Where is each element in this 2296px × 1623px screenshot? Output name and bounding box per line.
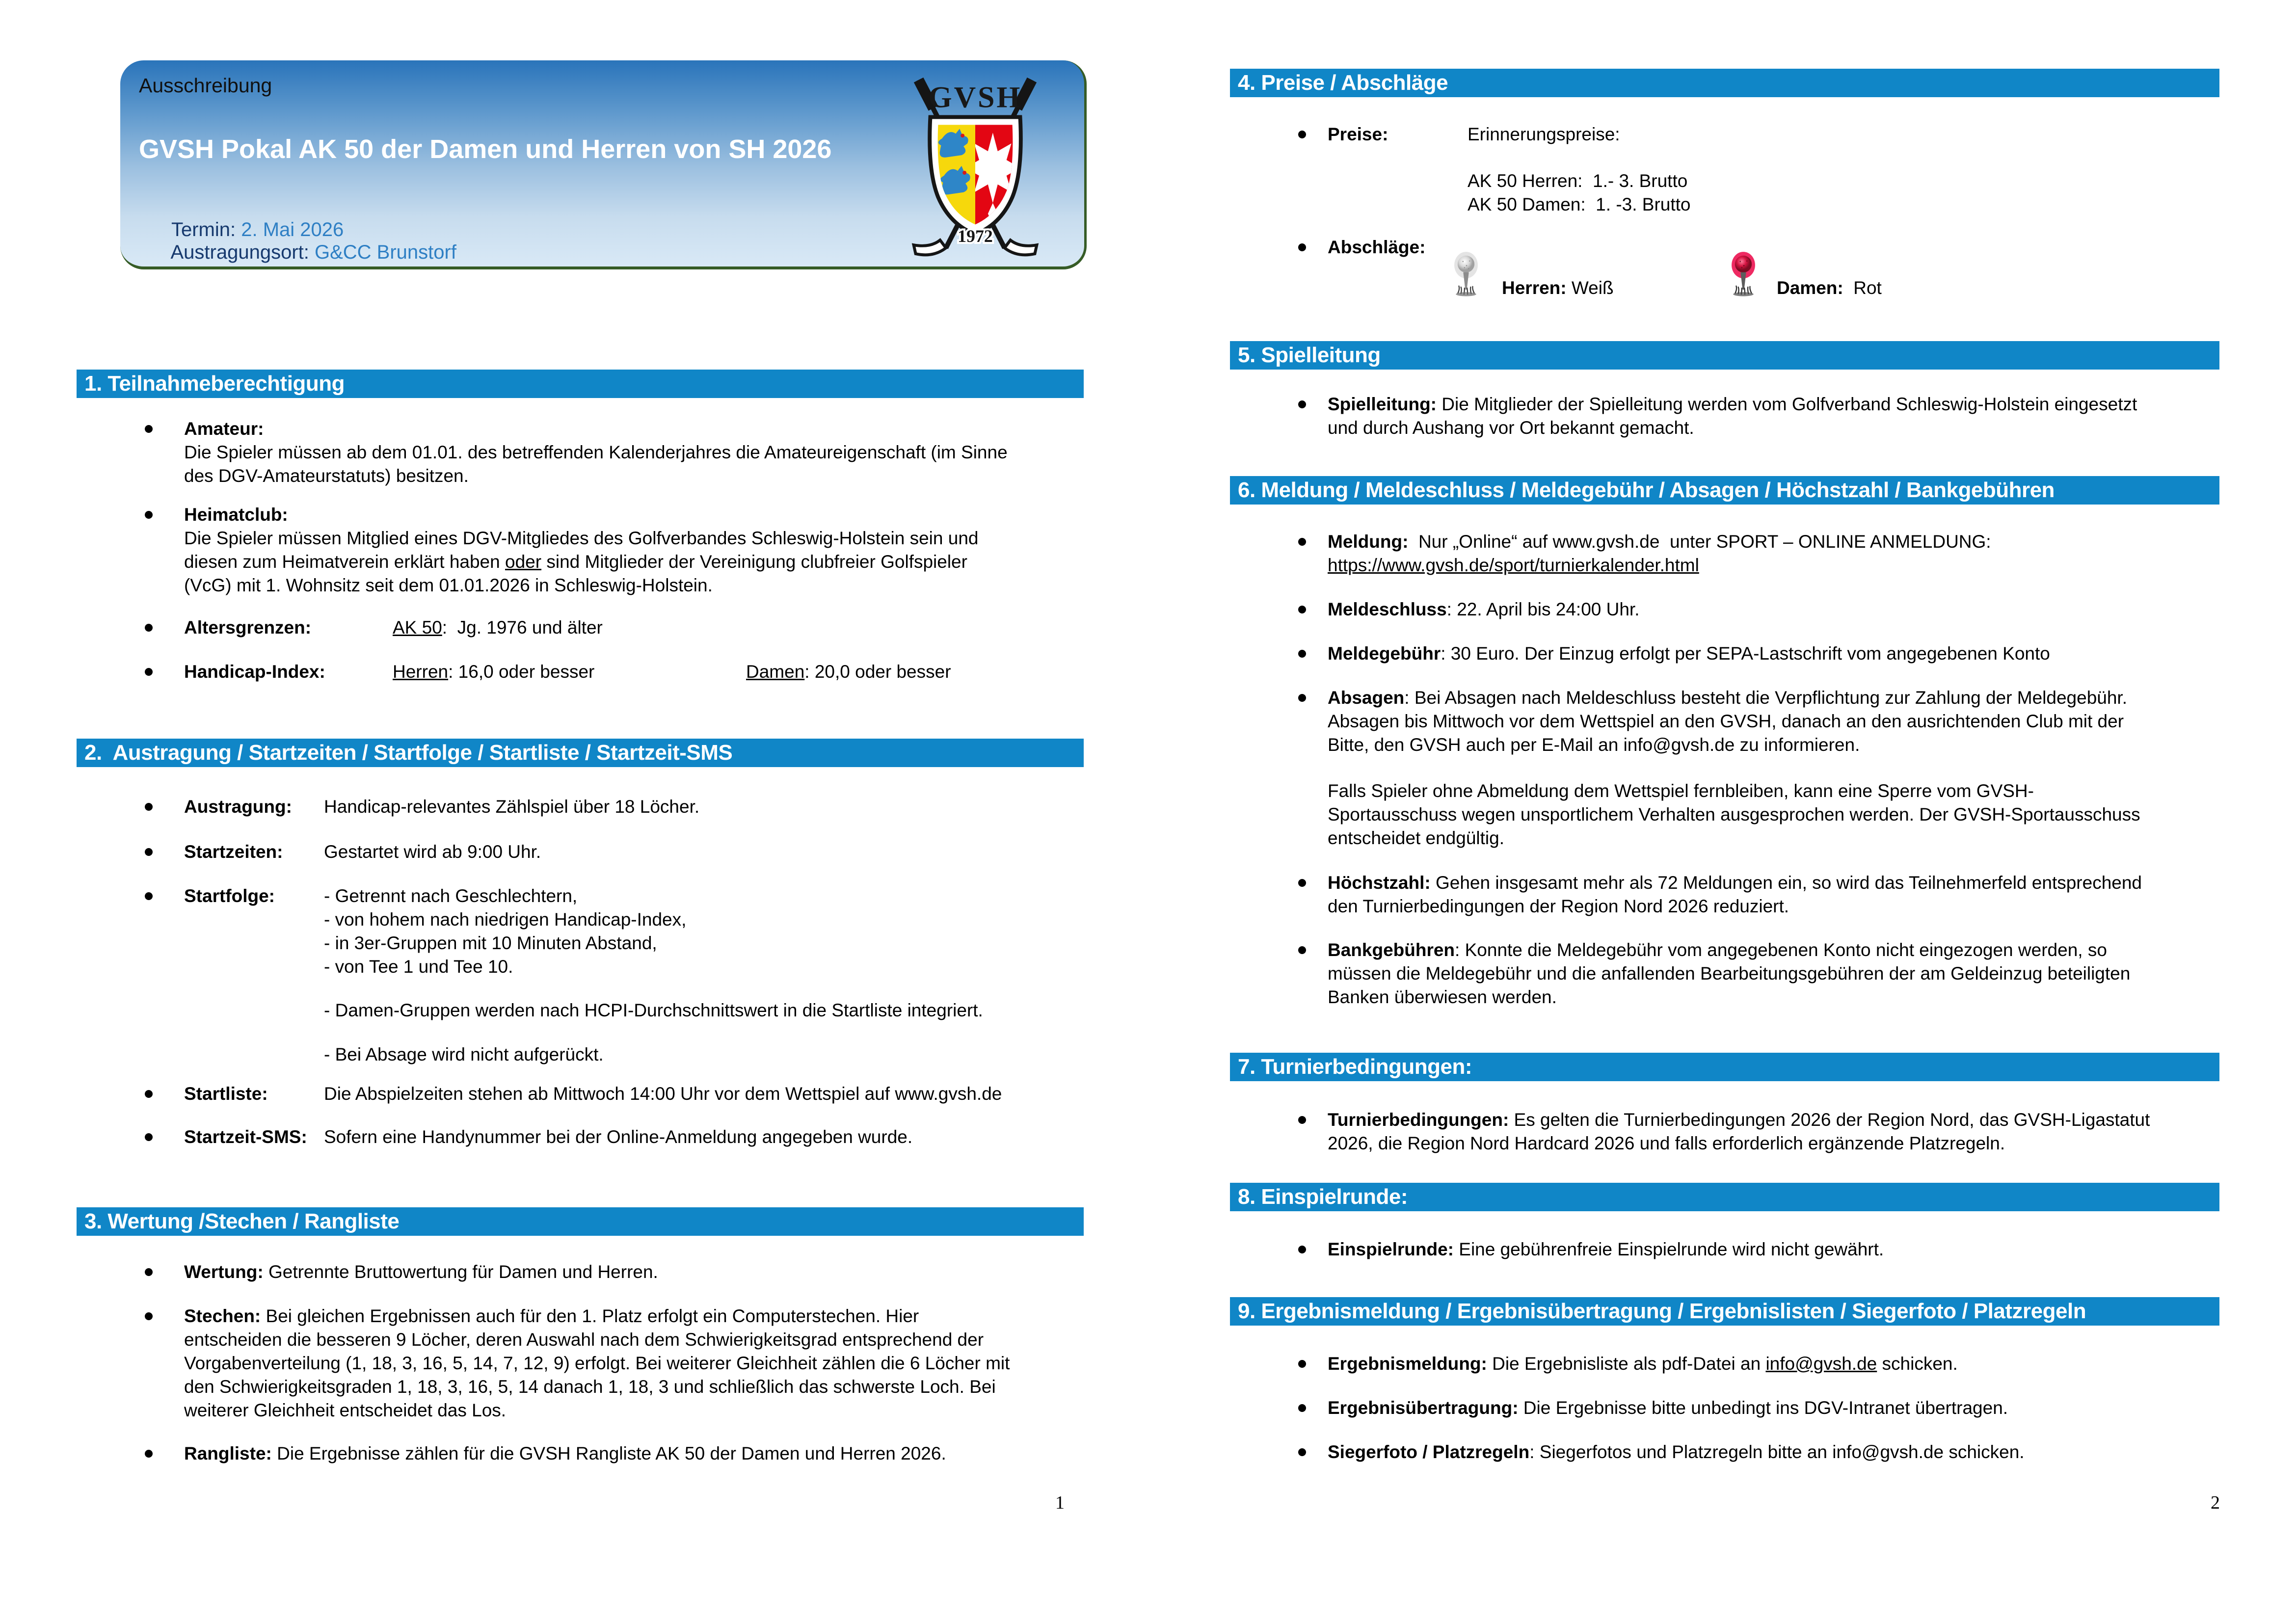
text-segment: Eine gebührenfreie Einspielrunde wird nicht gewährt.: [1453, 1239, 1884, 1259]
meldeschluss-label: Meldeschluss: [1328, 599, 1447, 619]
bullet-startfolge: [145, 884, 1148, 1066]
bullet-dot: [1298, 131, 1306, 138]
paragraph-line: - von hohem nach niedrigen Handicap-Index,: [324, 909, 687, 930]
austragung-value: Handicap-relevantes Zählspiel über 18 Löcher.: [324, 797, 700, 817]
info-email-link[interactable]: info@gvsh.de: [1765, 1354, 1877, 1374]
section-title: 2. Austragung / Startzeiten / Startfolge / Startliste / Startzeit-SMS: [84, 741, 733, 765]
rangliste-label: Rangliste:: [184, 1443, 272, 1463]
turnierbedingungen-label: Turnierbedingungen:: [1328, 1110, 1509, 1130]
paragraph-line: müssen die Meldegebühr und die anfallenden Bearbeitungsgebühren der am Geldeinzug beteiligten: [1328, 963, 2131, 984]
bullet-dot: [1298, 946, 1306, 954]
bullet-dot: [145, 1090, 153, 1098]
damen-label: Damen:: [1777, 278, 1843, 298]
paragraph-line: [1328, 1440, 2296, 1464]
text-segment: schicken.: [1877, 1354, 1958, 1374]
bullet-ergebnisuebertragung: [1298, 1396, 2296, 1420]
bullet-startzeit-sms: [145, 1125, 1148, 1149]
text-segment: Die Ergebnisliste als pdf-Datei an: [1487, 1354, 1766, 1374]
document-title: GVSH Pokal AK 50 der Damen und Herren von SH 2026: [139, 134, 832, 164]
paragraph-line: - Damen-Gruppen werden nach HCPI-Durchschnittswert in die Startliste integriert.: [324, 1000, 983, 1020]
text-segment: Die Ergebnisse bitte unbedingt ins DGV-Intranet übertragen.: [1518, 1398, 2008, 1418]
bullet-dot: [145, 848, 153, 856]
section-1-header: [77, 370, 1084, 398]
paragraph-line: - Getrennt nach Geschlechtern,: [324, 886, 578, 906]
bullet-dot: [1298, 538, 1306, 546]
paragraph-line: Banken überwiesen werden.: [1328, 987, 1557, 1007]
section-title: 1. Teilnahmeberechtigung: [84, 372, 345, 396]
bullet-dot: [145, 892, 153, 900]
startliste-label: Startliste:: [184, 1084, 268, 1104]
paragraph-line: [184, 1304, 1148, 1328]
logo-acronym: GVSH: [928, 80, 1022, 114]
paragraph-line: entscheiden die besseren 9 Löcher, deren Auswahl nach dem Schwierigkeitsgrad entsprechend der: [184, 1330, 984, 1350]
bullet-dot: [145, 1268, 153, 1276]
bullet-austragung: [145, 795, 1148, 819]
section-2-header: [77, 739, 1084, 767]
logo-year: 1972: [958, 226, 993, 246]
bullet-dot: [145, 425, 153, 433]
paragraph-line: [1328, 1396, 2296, 1420]
bullet-startzeiten: [145, 840, 1148, 864]
bullet-turnierbedingungen: [1298, 1108, 2296, 1155]
page-2: [1148, 0, 2296, 1623]
einspielrunde-label: Einspielrunde:: [1328, 1239, 1454, 1259]
siegerfoto-label: Siegerfoto / Platzregeln: [1328, 1442, 1530, 1462]
bullet-spielleitung: [1298, 393, 2296, 440]
section-5-content: [1298, 383, 2296, 440]
section-3-content: [145, 1247, 1148, 1465]
handicap-herren-value: [393, 660, 746, 684]
ergebnismeldung-label: Ergebnismeldung:: [1328, 1354, 1487, 1374]
startzeit-sms-label: Startzeit-SMS:: [184, 1127, 307, 1147]
paragraph-line: 2026, die Region Nord Hardcard 2026 und falls erforderlich ergänzende Platzregeln.: [1328, 1133, 2005, 1153]
bullet-dot: [145, 1450, 153, 1458]
paragraph-line: [1328, 1108, 2296, 1132]
bullet-siegerfoto-platzregeln: [1298, 1440, 2296, 1464]
bullet-dot: [1298, 1360, 1306, 1368]
paragraph-line: [1328, 871, 2296, 895]
damen-value: Rot: [1843, 278, 1882, 298]
heimatclub-label: Heimatclub:: [184, 505, 288, 525]
bullet-dot: [145, 1312, 153, 1320]
bullet-meldung: [1298, 530, 2296, 577]
section-9-content: [1298, 1340, 2296, 1464]
section-9-header: [1230, 1297, 2219, 1326]
altersgrenzen-value: [393, 616, 603, 639]
text-segment: sind Mitglieder der Vereinigung clubfreier Golfspieler: [541, 552, 967, 572]
text-segment: : 20,0 oder besser: [804, 662, 951, 682]
bullet-meldegebuehr: [1298, 642, 2296, 665]
bullet-bankgebuehren: [1298, 938, 2296, 1009]
paragraph-line: [1328, 393, 2296, 416]
startzeiten-label: Startzeiten:: [184, 842, 283, 862]
paragraph-line: Falls Spieler ohne Abmeldung dem Wettspiel fernbleiben, kann eine Sperre vom GVSH-: [1328, 781, 2034, 801]
section-4-header: [1230, 69, 2219, 97]
paragraph-line: und durch Aushang vor Ort bekannt gemacht.: [1328, 418, 1694, 438]
bullet-dot: [1298, 650, 1306, 658]
preise-label: Preise:: [1328, 124, 1388, 144]
section-title: 4. Preise / Abschläge: [1238, 71, 1448, 95]
paragraph-line: Sportausschuss wegen unsportlichem Verhalten ausgesprochen werden. Der GVSH-Sportausschuss: [1328, 804, 2140, 825]
bullet-dot: [1298, 400, 1306, 408]
page-number: 2: [2211, 1492, 2220, 1513]
text-segment: : Jg. 1976 und älter: [442, 617, 603, 638]
bullet-einspielrunde: [1298, 1238, 2296, 1261]
section-6-header: [1230, 476, 2219, 505]
paragraph-line: [1328, 554, 2296, 577]
section-8-content: [1298, 1224, 2296, 1261]
paragraph-line: Die Spieler müssen ab dem 01.01. des betreffenden Kalenderjahres die Amateureigenschaft (im Sinne: [184, 442, 1008, 462]
document-header-box: [120, 60, 1087, 269]
section-title: 6. Meldung / Meldeschluss / Meldegebühr / Absagen / Höchstzahl / Bankgebühren: [1238, 478, 2055, 502]
wertung-label: Wertung:: [184, 1262, 264, 1282]
text-segment: : Konnte die Meldegebühr vom angegebenen Konto nicht eingezogen werden, so: [1455, 940, 2107, 960]
paragraph-line: entscheidet endgültig.: [1328, 828, 1504, 848]
bullet-dot: [1298, 879, 1306, 887]
bullet-handicap-index: [145, 660, 1148, 684]
bullet-dot: [145, 1133, 153, 1141]
bullet-dot: [1298, 694, 1306, 702]
text-segment: diesen zum Heimatverein erklärt haben: [184, 552, 505, 572]
bullet-dot: [145, 803, 153, 811]
bullet-startliste: [145, 1082, 1148, 1106]
paragraph-line: den Schwierigkeitsgraden 1, 18, 3, 16, 5, 14 danach 1, 18, 3 und schließlich das schwerste Loch. Bei: [184, 1377, 996, 1397]
paragraph-line: Die Spieler müssen Mitglied eines DGV-Mitgliedes des Golfverbandes Schleswig-Holstein sein und: [184, 528, 979, 548]
text-segment: Getrennte Bruttowertung für Damen und Herren.: [263, 1262, 658, 1282]
text-segment: : Bei Absagen nach Meldeschluss besteht die Verpflichtung zur Zahlung der Meldegebühr.: [1404, 688, 2127, 708]
text-segment: Bei gleichen Ergebnissen auch für den 1. Platz erfolgt ein Computerstechen. Hier: [261, 1306, 919, 1326]
austragungsort-label: Austragungsort:: [170, 241, 315, 263]
text-segment: : Siegerfotos und Platzregeln bitte an info@gvsh.de schicken.: [1529, 1442, 2025, 1462]
amateur-label: Amateur:: [184, 419, 264, 439]
herren-label: Herren:: [1502, 278, 1567, 298]
abschlaege-label: Abschläge:: [1328, 237, 1426, 257]
paragraph-line: Bitte, den GVSH auch per E-Mail an info@gvsh.de zu informieren.: [1328, 735, 1860, 755]
stechen-label: Stechen:: [184, 1306, 261, 1326]
bullet-wertung: [145, 1260, 1148, 1284]
bullet-rangliste: [145, 1442, 1148, 1465]
underlined-word: Herren: [393, 662, 449, 682]
altersgrenzen-label: Altersgrenzen:: [184, 617, 312, 638]
gvsh-crest-icon: [887, 68, 1064, 264]
austragungsort-row: [139, 219, 456, 286]
section-3-header: [77, 1207, 1084, 1236]
tee-colors-row: [1298, 249, 2296, 311]
bullet-absagen: [1298, 686, 2296, 850]
white-golf-ball-tee-icon: [1450, 250, 1482, 301]
bullet-stechen: [145, 1304, 1148, 1422]
document-type-label: Ausschreibung: [139, 74, 272, 97]
austragungsort-value: G&CC Brunstorf: [314, 241, 456, 263]
text-segment: : 22. April bis 24:00 Uhr.: [1446, 599, 1640, 619]
paragraph-line: [1328, 530, 2296, 554]
preise-value: Erinnerungspreise:: [1468, 124, 1620, 144]
paragraph-line: [1328, 1238, 2296, 1261]
paragraph-line: - Bei Absage wird nicht aufgerückt.: [324, 1044, 604, 1064]
text-segment: : 30 Euro. Der Einzug erfolgt per SEPA-Lastschrift vom angegebenen Konto: [1441, 643, 2050, 664]
paragraph-line: [1328, 686, 2296, 710]
bullet-amateur: [145, 417, 1148, 488]
section-6-content: [1298, 518, 2296, 1009]
handicap-damen-value: [746, 660, 951, 684]
paragraph-line: [184, 1442, 1148, 1465]
bullet-ergebnismeldung: [1298, 1352, 2296, 1376]
startfolge-label: Startfolge:: [184, 886, 275, 906]
ergebnisuebertragung-label: Ergebnisübertragung:: [1328, 1398, 1519, 1418]
bullet-preise: [1298, 123, 2296, 146]
paragraph-line: [1328, 938, 2296, 962]
startfolge-lines: [324, 884, 983, 1066]
bankgebuehren-label: Bankgebühren: [1328, 940, 1455, 960]
text-segment: Gehen insgesamt mehr als 72 Meldungen ein, so wird das Teilnehmerfeld entsprechend: [1430, 873, 2142, 893]
bullet-dot: [145, 668, 153, 676]
bullet-altersgrenzen: [145, 616, 1148, 639]
section-8-header: [1230, 1183, 2219, 1211]
paragraph-line: des DGV-Amateurstatuts) besitzen.: [184, 466, 469, 486]
underlined-word: Damen: [746, 662, 805, 682]
paragraph-line: [1328, 642, 2296, 665]
startliste-value: Die Abspielzeiten stehen ab Mittwoch 14:00 Uhr vor dem Wettspiel auf www.gvsh.de: [324, 1084, 1002, 1104]
bullet-dot: [1298, 606, 1306, 613]
paragraph-line: Vorgabenverteilung (1, 18, 3, 16, 5, 14, 7, 12, 9) erfolgt. Bei weiterer Gleichheit zählen die 6 Löcher mit: [184, 1353, 1010, 1373]
termin-label: Termin:: [171, 219, 241, 240]
section-title: 3. Wertung /Stechen / Rangliste: [84, 1209, 400, 1233]
section-title: 8. Einspielrunde:: [1238, 1185, 1408, 1209]
red-golf-ball-tee-icon: [1728, 250, 1759, 301]
paragraph-line: den Turnierbedingungen der Region Nord 2026 reduziert.: [1328, 896, 1789, 916]
page-number: 1: [1055, 1492, 1065, 1513]
section-7-content: [1298, 1094, 2296, 1155]
section-title: 5. Spielleitung: [1238, 343, 1381, 367]
bullet-dot: [1298, 1116, 1306, 1124]
damen-tee-caption: [1777, 278, 1882, 298]
meldung-label: Meldung:: [1328, 532, 1409, 552]
section-1-content: [145, 410, 1148, 684]
bullet-dot: [1298, 1404, 1306, 1412]
section-title: 7. Turnierbedingungen:: [1238, 1055, 1472, 1079]
section-7-header: [1230, 1053, 2219, 1081]
bullet-meldeschluss: [1298, 598, 2296, 621]
paragraph-line: weiterer Gleichheit entscheidet das Los.: [184, 1400, 507, 1420]
absagen-label: Absagen: [1328, 688, 1405, 708]
paragraph-line: [184, 1260, 1148, 1284]
bullet-hoechstzahl: [1298, 871, 2296, 918]
section-2-content: [145, 780, 1148, 1149]
handicap-index-label: Handicap-Index:: [184, 662, 325, 682]
paragraph-line: Absagen bis Mittwoch vor dem Wettspiel an den GVSH, danach an den ausrichtenden Club mit der: [1328, 711, 2124, 731]
bullet-heimatclub: [145, 503, 1148, 597]
text-segment: Die Ergebnisse zählen für die GVSH Rangliste AK 50 der Damen und Herren 2026.: [271, 1443, 946, 1463]
text-segment: Die Mitglieder der Spielleitung werden vom Golfverband Schleswig-Holstein eingesetzt: [1437, 394, 2137, 414]
section-title: 9. Ergebnismeldung / Ergebnisübertragung / Ergebnislisten / Siegerfoto / Platzregeln: [1238, 1299, 2086, 1323]
bullet-dot: [1298, 1246, 1306, 1253]
paragraph-line: - von Tee 1 und Tee 10.: [324, 957, 513, 977]
paragraph-line: [1328, 1352, 2296, 1376]
herren-tee-caption: [1502, 278, 1614, 298]
paragraph-line: [1328, 598, 2296, 621]
preise-herren-line: AK 50 Herren: 1.- 3. Brutto: [1468, 171, 1688, 191]
section-5-header: [1230, 341, 2219, 370]
paragraph-line: (VcG) mit 1. Wohnsitz seit dem 01.01.2026 in Schleswig-Holstein.: [184, 575, 713, 595]
text-segment: Es gelten die Turnierbedingungen 2026 der Region Nord, das GVSH-Ligastatut: [1509, 1110, 2150, 1130]
startzeiten-value: Gestartet wird ab 9:00 Uhr.: [324, 842, 541, 862]
section-4-content: [1298, 108, 2296, 311]
austragung-label: Austragung:: [184, 797, 292, 817]
hoechstzahl-label: Höchstzahl:: [1328, 873, 1431, 893]
text-segment: : 16,0 oder besser: [448, 662, 595, 682]
underlined-word: AK 50: [393, 617, 442, 638]
turnierkalender-link[interactable]: https://www.gvsh.de/sport/turnierkalender.html: [1328, 555, 1699, 575]
paragraph-line: [184, 550, 1148, 574]
paragraph-line: - in 3er-Gruppen mit 10 Minuten Abstand,: [324, 933, 657, 953]
underlined-word: oder: [505, 552, 542, 572]
meldegebuehr-label: Meldegebühr: [1328, 643, 1441, 664]
bullet-dot: [1298, 1448, 1306, 1456]
bullet-dot: [145, 511, 153, 519]
bullet-dot: [145, 624, 153, 632]
preise-damen-line: AK 50 Damen: 1. -3. Brutto: [1468, 194, 1691, 214]
text-segment: Nur „Online“ auf www.gvsh.de unter SPORT – ONLINE ANMELDUNG:: [1408, 532, 1991, 552]
herren-value: Weiß: [1566, 278, 1614, 298]
spielleitung-label: Spielleitung:: [1328, 394, 1437, 414]
startzeit-sms-value: Sofern eine Handynummer bei der Online-Anmeldung angegeben wurde.: [324, 1127, 913, 1147]
termin-value: 2. Mai 2026: [241, 219, 344, 240]
